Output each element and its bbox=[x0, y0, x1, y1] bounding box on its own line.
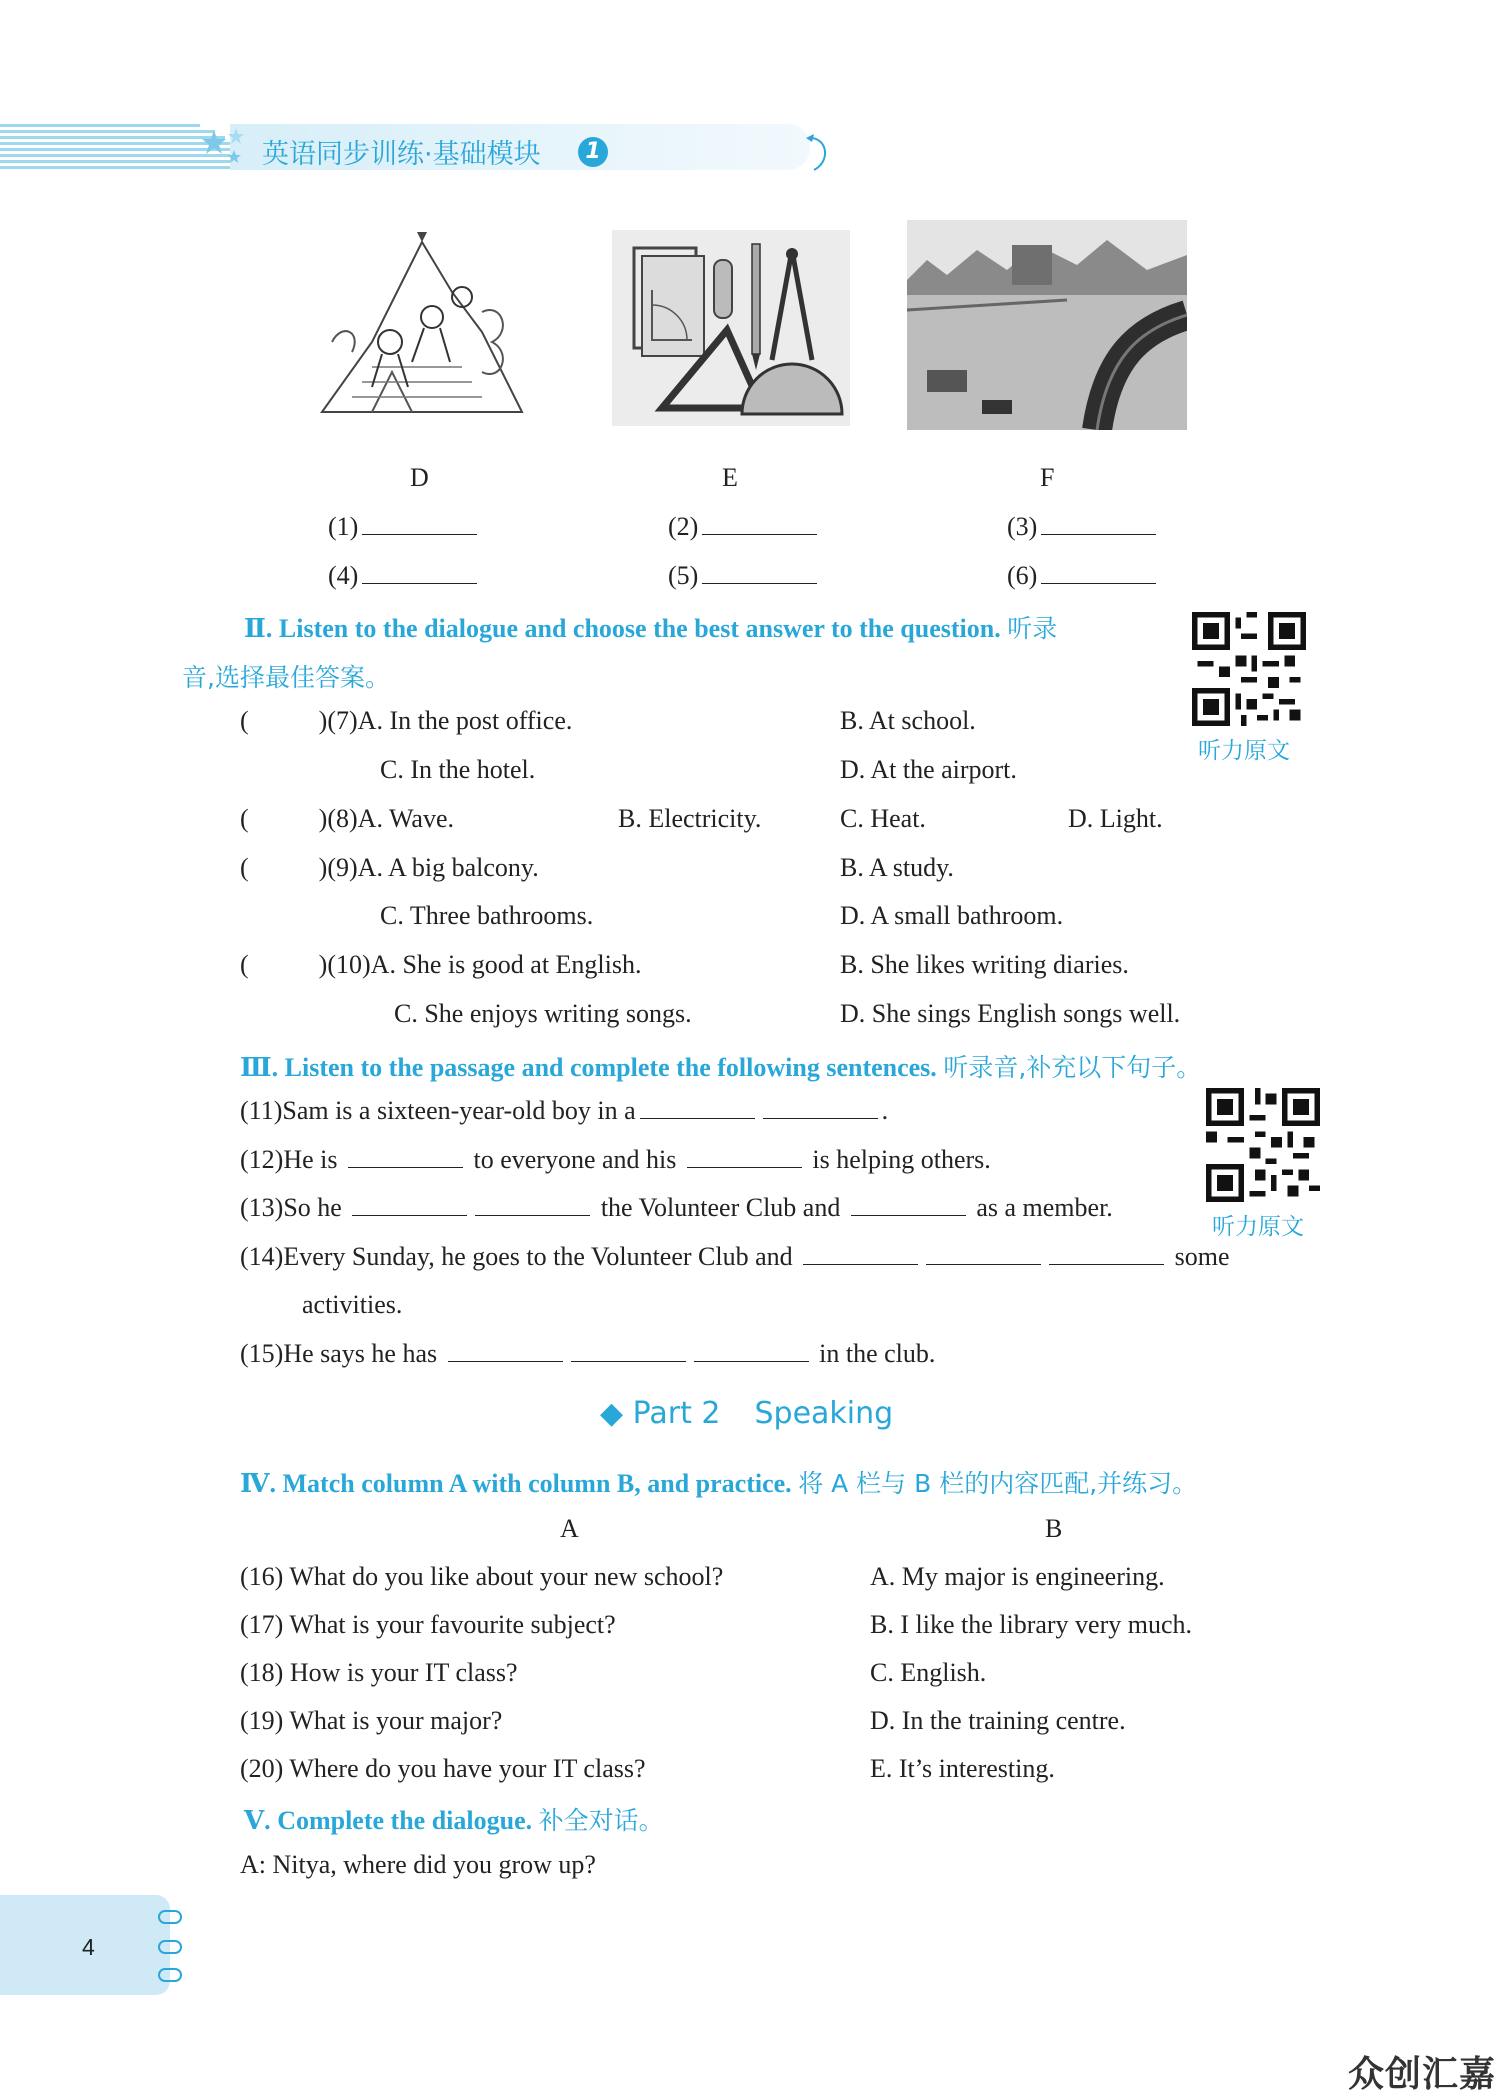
part-2-heading: ◆ Part 2 Speaking bbox=[600, 1396, 894, 1431]
match-option-a[interactable]: A. My major is engineering. bbox=[870, 1562, 1165, 1591]
qr-code-icon[interactable] bbox=[1206, 1088, 1320, 1202]
option-8d[interactable]: D. Light. bbox=[1068, 804, 1163, 833]
stars-icon bbox=[200, 126, 250, 170]
qr-label: 听力原文 bbox=[1212, 1214, 1304, 1240]
answer-blank[interactable] bbox=[362, 512, 477, 535]
sentence-12: (12)He is to everyone and his is helping others. bbox=[240, 1145, 991, 1174]
answer-blank[interactable] bbox=[694, 1339, 809, 1362]
answer-blank[interactable] bbox=[851, 1193, 966, 1216]
blank-5: (5) bbox=[668, 561, 821, 591]
page-turn-icon bbox=[800, 130, 834, 176]
match-option-d[interactable]: D. In the training centre. bbox=[870, 1706, 1126, 1735]
answer-blank[interactable] bbox=[352, 1193, 467, 1216]
blank-6: (6) bbox=[1007, 561, 1160, 591]
picture-label-f: F bbox=[1040, 463, 1055, 492]
sentence-11: (11)Sam is a sixteen-year-old boy in a . bbox=[240, 1096, 889, 1125]
binder-ring-icon bbox=[158, 1968, 182, 1982]
section-4-title: Ⅳ. Match column A with column B, and practice. 将 A 栏与 B 栏的内容匹配,并练习。 bbox=[240, 1469, 1198, 1498]
answer-blank[interactable] bbox=[763, 1096, 878, 1119]
answer-blank[interactable] bbox=[1049, 1242, 1164, 1265]
answer-blank[interactable] bbox=[702, 561, 817, 584]
answer-blank[interactable] bbox=[702, 512, 817, 535]
campus-sketch-image bbox=[907, 220, 1187, 430]
match-item-18[interactable]: (18) How is your IT class? bbox=[240, 1658, 518, 1687]
blank-2: (2) bbox=[668, 512, 821, 542]
match-option-e[interactable]: E. It’s interesting. bbox=[870, 1754, 1055, 1783]
answer-blank[interactable] bbox=[803, 1242, 918, 1265]
mountain-climbing-image bbox=[312, 222, 532, 428]
sentence-13: (13)So he the Volunteer Club and as a member. bbox=[240, 1193, 1113, 1222]
match-item-19[interactable]: (19) What is your major? bbox=[240, 1706, 503, 1735]
match-item-20[interactable]: (20) Where do you have your IT class? bbox=[240, 1754, 646, 1783]
match-item-16[interactable]: (16) What do you like about your new school? bbox=[240, 1562, 724, 1591]
picture-label-d: D bbox=[410, 463, 429, 492]
question-10: ( )(10)A. She is good at English. bbox=[240, 950, 642, 979]
diamond-icon: ◆ bbox=[600, 1396, 624, 1431]
match-item-17[interactable]: (17) What is your favourite subject? bbox=[240, 1610, 616, 1639]
column-b-header: B bbox=[1045, 1514, 1063, 1543]
option-10b[interactable]: B. She likes writing diaries. bbox=[840, 950, 1129, 979]
answer-blank[interactable] bbox=[475, 1193, 590, 1216]
option-8b[interactable]: B. Electricity. bbox=[618, 804, 762, 833]
question-7: ( )(7)A. In the post office. bbox=[240, 706, 573, 735]
answer-blank[interactable] bbox=[448, 1339, 563, 1362]
question-8: ( )(8)A. Wave. bbox=[240, 804, 455, 833]
question-9: ( )(9)A. A big balcony. bbox=[240, 853, 539, 882]
option-10d[interactable]: D. She sings English songs well. bbox=[840, 999, 1181, 1028]
option-9d[interactable]: D. A small bathroom. bbox=[840, 901, 1064, 930]
answer-blank[interactable] bbox=[640, 1096, 755, 1119]
answer-blank[interactable] bbox=[926, 1242, 1041, 1265]
answer-blank[interactable] bbox=[1041, 561, 1156, 584]
qr-label: 听力原文 bbox=[1198, 738, 1290, 764]
option-8c[interactable]: C. Heat. bbox=[840, 804, 926, 833]
sentence-15: (15)He says he has in the club. bbox=[240, 1339, 936, 1368]
match-option-b[interactable]: B. I like the library very much. bbox=[870, 1610, 1193, 1639]
sentence-14: (14)Every Sunday, he goes to the Volunteer Club and some bbox=[240, 1242, 1230, 1271]
qr-code-icon[interactable] bbox=[1192, 612, 1306, 726]
option-10c[interactable]: C. She enjoys writing songs. bbox=[394, 999, 692, 1028]
column-a-header: A bbox=[560, 1514, 579, 1543]
section-3-title: Ⅲ. Listen to the passage and complete the following sentences. 听录音,补充以下句子。 bbox=[240, 1053, 1202, 1082]
header-title: 英语同步训练·基础模块 bbox=[262, 139, 541, 170]
section-2-title: Ⅱ. Listen to the dialogue and choose the best answer to the question. 听录 bbox=[244, 614, 1058, 643]
match-option-c[interactable]: C. English. bbox=[870, 1658, 987, 1687]
binder-ring-icon bbox=[158, 1940, 182, 1954]
module-badge: 1 bbox=[578, 137, 608, 167]
page-number: 4 bbox=[82, 1934, 95, 1960]
answer-blank[interactable] bbox=[348, 1145, 463, 1168]
answer-blank[interactable] bbox=[362, 561, 477, 584]
answer-blank[interactable] bbox=[687, 1145, 802, 1168]
option-9c[interactable]: C. Three bathrooms. bbox=[380, 901, 594, 930]
blank-3: (3) bbox=[1007, 512, 1160, 542]
geometry-tools-image bbox=[612, 230, 850, 426]
option-7c[interactable]: C. In the hotel. bbox=[380, 755, 536, 784]
watermark: 众创汇嘉 bbox=[1348, 2054, 1497, 2095]
option-7d[interactable]: D. At the airport. bbox=[840, 755, 1017, 784]
answer-blank[interactable] bbox=[1041, 512, 1156, 535]
answer-blank[interactable] bbox=[571, 1339, 686, 1362]
blank-4: (4) bbox=[328, 561, 481, 591]
dialogue-line-1: A: Nitya, where did you grow up? bbox=[240, 1850, 596, 1879]
section-2-title-cont: 音,选择最佳答案。 bbox=[182, 663, 390, 692]
binder-ring-icon bbox=[158, 1910, 182, 1924]
option-7b[interactable]: B. At school. bbox=[840, 706, 976, 735]
section-5-title: Ⅴ. Complete the dialogue. 补全对话。 bbox=[244, 1806, 664, 1835]
option-9b[interactable]: B. A study. bbox=[840, 853, 954, 882]
picture-label-e: E bbox=[722, 463, 738, 492]
blank-1: (1) bbox=[328, 512, 481, 542]
sentence-14-cont: activities. bbox=[302, 1290, 403, 1319]
